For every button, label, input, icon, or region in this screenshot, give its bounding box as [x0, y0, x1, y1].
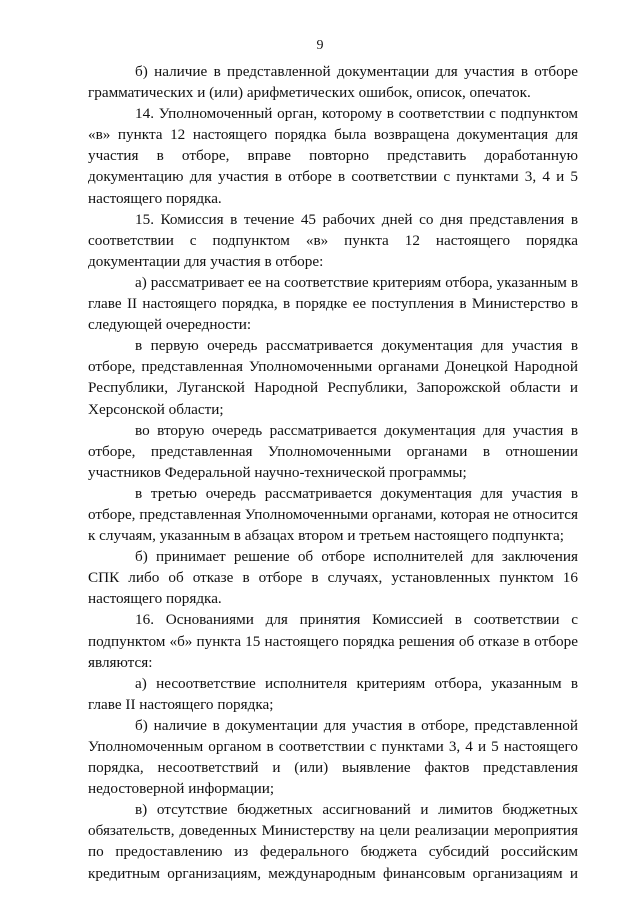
paragraph: в третью очередь рассматривается документация для участия в отборе, представленная Уполномоченными органами, которая не относится к случаям, указанным в абзацах втором и третьем настоящего подпункта; — [88, 484, 578, 545]
paragraph: в) отсутствие бюджетных ассигнований и лимитов бюджетных обязательств, доведенных Министерству на цели реализации мероприятия по предоставлению из федерального бюджета субсидий российским кредитным организациям, международным финансовым организациям и — [88, 801, 578, 882]
paragraph: а) несоответствие исполнителя критериям отбора, указанным в главе II настоящего порядка; — [88, 674, 578, 713]
page-number: 9 — [316, 38, 324, 53]
paragraph: б) наличие в представленной документации для участия в отборе грамматических и (или) арифметических ошибок, описок, опечаток. — [88, 63, 578, 102]
paragraph: б) наличие в документации для участия в отборе, представленной Уполномоченным органом в соответствии с пунктами 3, 4 и 5 настоящего порядка, несоответствий и (или) выявление фактов представления недостоверной информации; — [88, 716, 578, 798]
paragraph: во вторую очередь рассматривается документация для участия в отборе, представленная Уполномоченными органами в отношении участников Федеральной научно-технической программы; — [88, 421, 578, 481]
paragraph: 14. Уполномоченный орган, которому в соответствии с подпунктом «в» пункта 12 настоящего порядка была возвращена документация для участия в отборе, вправе повторно представить доработанную документацию для участия в отборе в соответствии с пунктами 3, 4 и 5 настоящего порядка. — [88, 105, 578, 207]
document-body — [88, 61, 578, 884]
paragraph: б) принимает решение об отборе исполнителей для заключения СПК либо об отказе в отборе в случаях, установленных пунктом 16 настоящего порядка. — [88, 548, 578, 608]
paragraph: 15. Комиссия в течение 45 рабочих дней со дня представления в соответствии с подпунктом «в» пункта 12 настоящего порядка документации для участия в отборе: — [88, 210, 578, 270]
paragraph: а) рассматривает ее на соответствие критериям отбора, указанным в главе II настоящего порядка, в порядке ее поступления в Министерство в следующей очередности: — [88, 273, 578, 334]
paragraph: в первую очередь рассматривается документация для участия в отборе, представленная Уполномоченными органами Донецкой Народной Республики, Луганской Народной Республики, Запорожской области и Херсонской области; — [88, 337, 578, 418]
paragraph: 16. Основаниями для принятия Комиссией в соответствии с подпунктом «б» пункта 15 настоящего порядка решения об отказе в отборе являются: — [88, 611, 578, 671]
